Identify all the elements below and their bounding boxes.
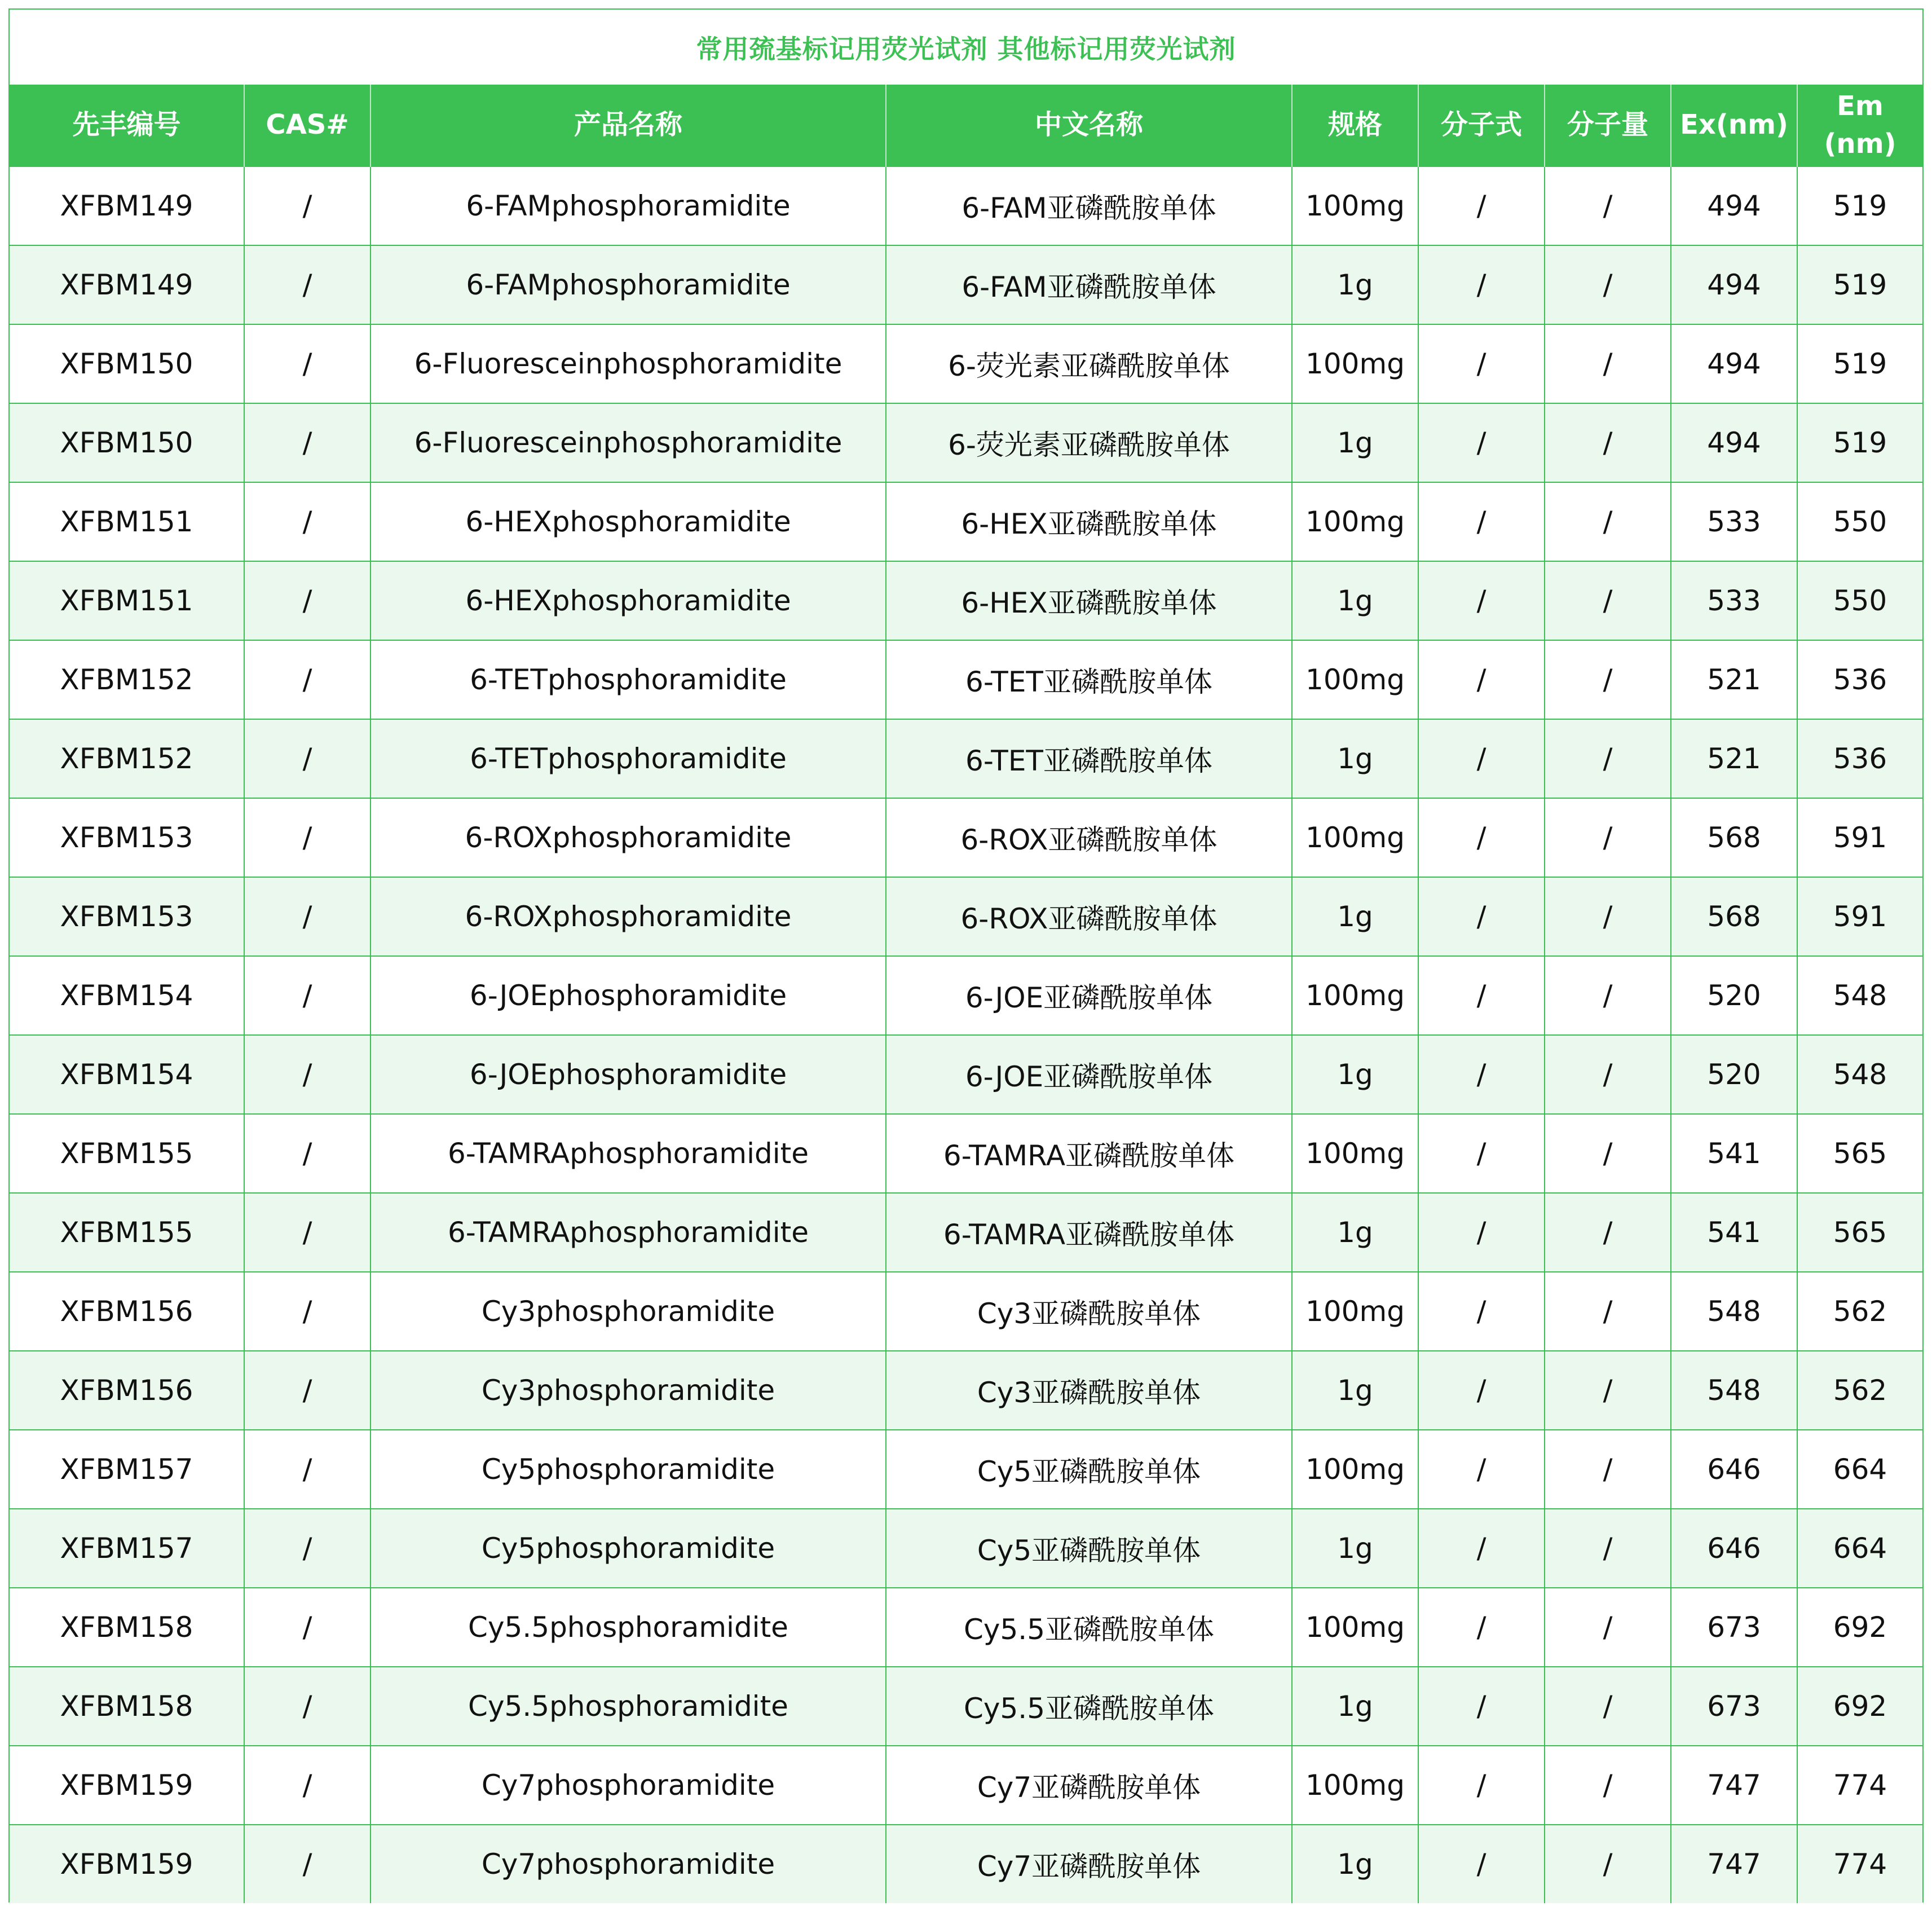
em-cell: 550 <box>1797 561 1922 640</box>
ex-cell: 521 <box>1671 640 1797 719</box>
mol-weight-cell: / <box>1545 640 1671 719</box>
mol-weight-cell: / <box>1545 719 1671 798</box>
ex-cell: 541 <box>1671 1193 1797 1272</box>
product-name-cell: Cy3phosphoramidite <box>370 1351 886 1430</box>
table-header <box>10 85 1922 166</box>
formula-cell: / <box>1418 482 1545 561</box>
em-cell: 519 <box>1797 403 1922 482</box>
formula-cell: / <box>1418 1114 1545 1193</box>
chinese-name-cell: Cy7亚磷酰胺单体 <box>886 1746 1292 1825</box>
spec-cell: 1g <box>1292 1035 1418 1114</box>
ex-cell: 494 <box>1671 324 1797 403</box>
mol-weight-cell: / <box>1545 956 1671 1035</box>
ex-cell: 673 <box>1671 1667 1797 1746</box>
em-cell: 519 <box>1797 324 1922 403</box>
table-row <box>10 1746 1922 1825</box>
product-name-cell: 6-TAMRAphosphoramidite <box>370 1193 886 1272</box>
formula-cell: / <box>1418 956 1545 1035</box>
spec-cell: 100mg <box>1292 956 1418 1035</box>
formula-cell: / <box>1418 1667 1545 1746</box>
formula-cell: / <box>1418 1272 1545 1351</box>
chinese-name-cell: 6-TET亚磷酰胺单体 <box>886 640 1292 719</box>
cas-cell: / <box>244 482 370 561</box>
chinese-name-cell: 6-TET亚磷酰胺单体 <box>886 719 1292 798</box>
catalog-no-cell: XFBM152 <box>10 719 244 798</box>
spec-cell: 1g <box>1292 719 1418 798</box>
catalog-no-cell: XFBM149 <box>10 166 244 245</box>
product-name-cell: 6-TAMRAphosphoramidite <box>370 1114 886 1193</box>
cas-cell: / <box>244 1746 370 1825</box>
product-name-cell: Cy5.5phosphoramidite <box>370 1667 886 1746</box>
spec-cell: 100mg <box>1292 798 1418 877</box>
table-row <box>10 561 1922 640</box>
chinese-name-cell: Cy3亚磷酰胺单体 <box>886 1272 1292 1351</box>
header-formula: 分子式 <box>1418 85 1545 166</box>
header-product-name: 产品名称 <box>370 85 886 166</box>
cas-cell: / <box>244 877 370 956</box>
ex-cell: 568 <box>1671 798 1797 877</box>
cas-cell: / <box>244 1825 370 1903</box>
catalog-no-cell: XFBM155 <box>10 1114 244 1193</box>
ex-cell: 548 <box>1671 1351 1797 1430</box>
formula-cell: / <box>1418 245 1545 324</box>
ex-cell: 520 <box>1671 956 1797 1035</box>
cas-cell: / <box>244 245 370 324</box>
chinese-name-cell: 6-荧光素亚磷酰胺单体 <box>886 324 1292 403</box>
formula-cell: / <box>1418 1746 1545 1825</box>
chinese-name-cell: Cy5.5亚磷酰胺单体 <box>886 1667 1292 1746</box>
em-cell: 519 <box>1797 166 1922 245</box>
em-cell: 692 <box>1797 1588 1922 1667</box>
formula-cell: / <box>1418 798 1545 877</box>
spec-cell: 1g <box>1292 1193 1418 1272</box>
cas-cell: / <box>244 1272 370 1351</box>
table-row <box>10 1588 1922 1667</box>
ex-cell: 548 <box>1671 1272 1797 1351</box>
mol-weight-cell: / <box>1545 1272 1671 1351</box>
table-row <box>10 482 1922 561</box>
product-name-cell: Cy3phosphoramidite <box>370 1272 886 1351</box>
catalog-no-cell: XFBM151 <box>10 561 244 640</box>
em-cell: 692 <box>1797 1667 1922 1746</box>
spec-cell: 100mg <box>1292 1746 1418 1825</box>
spec-cell: 100mg <box>1292 324 1418 403</box>
table-row <box>10 403 1922 482</box>
header-em: Em (nm) <box>1797 85 1922 166</box>
cas-cell: / <box>244 1588 370 1667</box>
header-row <box>10 85 1922 166</box>
product-name-cell: 6-Fluoresceinphosphoramidite <box>370 324 886 403</box>
product-name-cell: 6-JOEphosphoramidite <box>370 956 886 1035</box>
spec-cell: 1g <box>1292 1351 1418 1430</box>
cas-cell: / <box>244 561 370 640</box>
cas-cell: / <box>244 640 370 719</box>
product-name-cell: 6-HEXphosphoramidite <box>370 561 886 640</box>
mol-weight-cell: / <box>1545 1509 1671 1588</box>
header-chinese-name: 中文名称 <box>886 85 1292 166</box>
table-row <box>10 877 1922 956</box>
cas-cell: / <box>244 1114 370 1193</box>
mol-weight-cell: / <box>1545 798 1671 877</box>
chinese-name-cell: 6-TAMRA亚磷酰胺单体 <box>886 1114 1292 1193</box>
ex-cell: 673 <box>1671 1588 1797 1667</box>
spec-cell: 100mg <box>1292 482 1418 561</box>
table-row <box>10 1035 1922 1114</box>
product-name-cell: 6-TETphosphoramidite <box>370 640 886 719</box>
spec-cell: 100mg <box>1292 1272 1418 1351</box>
table-row <box>10 1509 1922 1588</box>
product-name-cell: 6-Fluoresceinphosphoramidite <box>370 403 886 482</box>
table-row <box>10 1114 1922 1193</box>
catalog-no-cell: XFBM159 <box>10 1746 244 1825</box>
table-row <box>10 1351 1922 1430</box>
spec-cell: 100mg <box>1292 1588 1418 1667</box>
formula-cell: / <box>1418 403 1545 482</box>
mol-weight-cell: / <box>1545 1193 1671 1272</box>
ex-cell: 646 <box>1671 1509 1797 1588</box>
chinese-name-cell: 6-ROX亚磷酰胺单体 <box>886 877 1292 956</box>
spec-cell: 1g <box>1292 1825 1418 1903</box>
em-cell: 591 <box>1797 798 1922 877</box>
cas-cell: / <box>244 1035 370 1114</box>
em-cell: 562 <box>1797 1351 1922 1430</box>
spec-cell: 1g <box>1292 403 1418 482</box>
mol-weight-cell: / <box>1545 1114 1671 1193</box>
catalog-no-cell: XFBM152 <box>10 640 244 719</box>
formula-cell: / <box>1418 1588 1545 1667</box>
formula-cell: / <box>1418 640 1545 719</box>
chinese-name-cell: 6-TAMRA亚磷酰胺单体 <box>886 1193 1292 1272</box>
ex-cell: 521 <box>1671 719 1797 798</box>
spec-cell: 100mg <box>1292 640 1418 719</box>
formula-cell: / <box>1418 1825 1545 1903</box>
table-row <box>10 719 1922 798</box>
mol-weight-cell: / <box>1545 1667 1671 1746</box>
header-spec: 规格 <box>1292 85 1418 166</box>
em-cell: 536 <box>1797 640 1922 719</box>
table-body <box>10 166 1922 1903</box>
table-row <box>10 324 1922 403</box>
em-cell: 565 <box>1797 1114 1922 1193</box>
em-cell: 774 <box>1797 1825 1922 1903</box>
product-name-cell: Cy5phosphoramidite <box>370 1430 886 1509</box>
em-cell: 548 <box>1797 1035 1922 1114</box>
cas-cell: / <box>244 1509 370 1588</box>
cas-cell: / <box>244 1351 370 1430</box>
ex-cell: 494 <box>1671 166 1797 245</box>
cas-cell: / <box>244 719 370 798</box>
catalog-no-cell: XFBM149 <box>10 245 244 324</box>
table-title: 常用巯基标记用荧光试剂 其他标记用荧光试剂 <box>10 10 1922 85</box>
em-cell: 550 <box>1797 482 1922 561</box>
formula-cell: / <box>1418 166 1545 245</box>
chinese-name-cell: Cy7亚磷酰胺单体 <box>886 1825 1292 1903</box>
table-row <box>10 1272 1922 1351</box>
spec-cell: 100mg <box>1292 1430 1418 1509</box>
catalog-no-cell: XFBM153 <box>10 877 244 956</box>
catalog-no-cell: XFBM157 <box>10 1430 244 1509</box>
table-row <box>10 1825 1922 1903</box>
catalog-no-cell: XFBM154 <box>10 1035 244 1114</box>
formula-cell: / <box>1418 1351 1545 1430</box>
catalog-no-cell: XFBM154 <box>10 956 244 1035</box>
mol-weight-cell: / <box>1545 1588 1671 1667</box>
em-cell: 548 <box>1797 956 1922 1035</box>
catalog-no-cell: XFBM158 <box>10 1588 244 1667</box>
catalog-no-cell: XFBM156 <box>10 1272 244 1351</box>
em-cell: 562 <box>1797 1272 1922 1351</box>
formula-cell: / <box>1418 719 1545 798</box>
table-row <box>10 956 1922 1035</box>
spec-cell: 100mg <box>1292 1114 1418 1193</box>
formula-cell: / <box>1418 1193 1545 1272</box>
em-cell: 664 <box>1797 1430 1922 1509</box>
catalog-no-cell: XFBM158 <box>10 1667 244 1746</box>
product-name-cell: Cy7phosphoramidite <box>370 1825 886 1903</box>
em-cell: 519 <box>1797 245 1922 324</box>
chinese-name-cell: 6-JOE亚磷酰胺单体 <box>886 956 1292 1035</box>
catalog-no-cell: XFBM151 <box>10 482 244 561</box>
catalog-no-cell: XFBM150 <box>10 324 244 403</box>
header-cas: CAS# <box>244 85 370 166</box>
product-name-cell: 6-FAMphosphoramidite <box>370 166 886 245</box>
mol-weight-cell: / <box>1545 324 1671 403</box>
cas-cell: / <box>244 798 370 877</box>
header-catalog-no: 先丰编号 <box>10 85 244 166</box>
cas-cell: / <box>244 1193 370 1272</box>
ex-cell: 494 <box>1671 403 1797 482</box>
cas-cell: / <box>244 1667 370 1746</box>
table-row <box>10 1193 1922 1272</box>
spec-cell: 100mg <box>1292 166 1418 245</box>
catalog-no-cell: XFBM153 <box>10 798 244 877</box>
product-name-cell: 6-FAMphosphoramidite <box>370 245 886 324</box>
chinese-name-cell: 6-HEX亚磷酰胺单体 <box>886 482 1292 561</box>
product-name-cell: Cy7phosphoramidite <box>370 1746 886 1825</box>
ex-cell: 747 <box>1671 1746 1797 1825</box>
table-row <box>10 245 1922 324</box>
header-mol-weight: 分子量 <box>1545 85 1671 166</box>
catalog-no-cell: XFBM150 <box>10 403 244 482</box>
cas-cell: / <box>244 956 370 1035</box>
chinese-name-cell: Cy5.5亚磷酰胺单体 <box>886 1588 1292 1667</box>
ex-cell: 533 <box>1671 482 1797 561</box>
product-name-cell: 6-ROXphosphoramidite <box>370 877 886 956</box>
catalog-no-cell: XFBM156 <box>10 1351 244 1430</box>
chinese-name-cell: Cy5亚磷酰胺单体 <box>886 1509 1292 1588</box>
spec-cell: 1g <box>1292 245 1418 324</box>
mol-weight-cell: / <box>1545 1746 1671 1825</box>
ex-cell: 494 <box>1671 245 1797 324</box>
chinese-name-cell: 6-FAM亚磷酰胺单体 <box>886 245 1292 324</box>
ex-cell: 747 <box>1671 1825 1797 1903</box>
ex-cell: 646 <box>1671 1430 1797 1509</box>
em-cell: 664 <box>1797 1509 1922 1588</box>
mol-weight-cell: / <box>1545 482 1671 561</box>
chinese-name-cell: Cy3亚磷酰胺单体 <box>886 1351 1292 1430</box>
formula-cell: / <box>1418 1430 1545 1509</box>
mol-weight-cell: / <box>1545 1035 1671 1114</box>
ex-cell: 541 <box>1671 1114 1797 1193</box>
em-cell: 565 <box>1797 1193 1922 1272</box>
catalog-no-cell: XFBM155 <box>10 1193 244 1272</box>
cas-cell: / <box>244 1430 370 1509</box>
mol-weight-cell: / <box>1545 1430 1671 1509</box>
header-ex: Ex(nm) <box>1671 85 1797 166</box>
formula-cell: / <box>1418 877 1545 956</box>
chinese-name-cell: 6-HEX亚磷酰胺单体 <box>886 561 1292 640</box>
cas-cell: / <box>244 403 370 482</box>
chinese-name-cell: Cy5亚磷酰胺单体 <box>886 1430 1292 1509</box>
spec-cell: 1g <box>1292 1509 1418 1588</box>
formula-cell: / <box>1418 561 1545 640</box>
product-table <box>10 85 1922 1903</box>
mol-weight-cell: / <box>1545 166 1671 245</box>
table-row <box>10 640 1922 719</box>
em-cell: 591 <box>1797 877 1922 956</box>
product-name-cell: 6-HEXphosphoramidite <box>370 482 886 561</box>
em-cell: 536 <box>1797 719 1922 798</box>
cas-cell: / <box>244 166 370 245</box>
mol-weight-cell: / <box>1545 403 1671 482</box>
spec-cell: 1g <box>1292 1667 1418 1746</box>
spec-cell: 1g <box>1292 561 1418 640</box>
mol-weight-cell: / <box>1545 877 1671 956</box>
product-name-cell: 6-TETphosphoramidite <box>370 719 886 798</box>
table-row <box>10 1430 1922 1509</box>
product-name-cell: 6-ROXphosphoramidite <box>370 798 886 877</box>
ex-cell: 533 <box>1671 561 1797 640</box>
formula-cell: / <box>1418 1035 1545 1114</box>
ex-cell: 568 <box>1671 877 1797 956</box>
spec-cell: 1g <box>1292 877 1418 956</box>
table-row <box>10 166 1922 245</box>
product-table-frame <box>8 8 1924 1903</box>
table-row <box>10 798 1922 877</box>
formula-cell: / <box>1418 324 1545 403</box>
mol-weight-cell: / <box>1545 1825 1671 1903</box>
chinese-name-cell: 6-荧光素亚磷酰胺单体 <box>886 403 1292 482</box>
mol-weight-cell: / <box>1545 1351 1671 1430</box>
chinese-name-cell: 6-FAM亚磷酰胺单体 <box>886 166 1292 245</box>
product-name-cell: 6-JOEphosphoramidite <box>370 1035 886 1114</box>
cas-cell: / <box>244 324 370 403</box>
product-name-cell: Cy5phosphoramidite <box>370 1509 886 1588</box>
product-name-cell: Cy5.5phosphoramidite <box>370 1588 886 1667</box>
mol-weight-cell: / <box>1545 245 1671 324</box>
chinese-name-cell: 6-ROX亚磷酰胺单体 <box>886 798 1292 877</box>
chinese-name-cell: 6-JOE亚磷酰胺单体 <box>886 1035 1292 1114</box>
catalog-no-cell: XFBM157 <box>10 1509 244 1588</box>
formula-cell: / <box>1418 1509 1545 1588</box>
table-row <box>10 1667 1922 1746</box>
em-cell: 774 <box>1797 1746 1922 1825</box>
catalog-no-cell: XFBM159 <box>10 1825 244 1903</box>
mol-weight-cell: / <box>1545 561 1671 640</box>
ex-cell: 520 <box>1671 1035 1797 1114</box>
